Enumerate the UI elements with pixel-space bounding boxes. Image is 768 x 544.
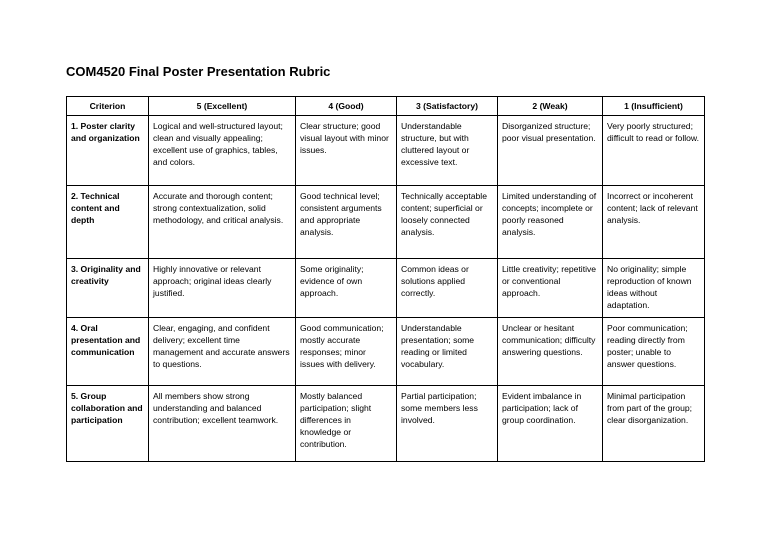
criterion-cell: 3. Originality and creativity xyxy=(67,259,149,318)
rubric-cell: Common ideas or solutions applied correctly. xyxy=(397,259,498,318)
rubric-cell: Unclear or hesitant communication; difficulty answering questions. xyxy=(498,318,603,386)
rubric-cell: Logical and well-structured layout; clean and visually appealing; excellent use of graphics, tables, and colors. xyxy=(149,116,296,186)
criterion-cell: 1. Poster clarity and organization xyxy=(67,116,149,186)
document-title: COM4520 Final Poster Presentation Rubric xyxy=(66,64,331,79)
rubric-cell: Good communication; mostly accurate responses; minor issues with delivery. xyxy=(296,318,397,386)
table-row xyxy=(67,116,705,186)
rubric-cell: Disorganized structure; poor visual presentation. xyxy=(498,116,603,186)
rubric-cell: Little creativity; repetitive or conventional approach. xyxy=(498,259,603,318)
header-insufficient: 1 (Insufficient) xyxy=(603,97,705,116)
rubric-cell: Partial participation; some members less involved. xyxy=(397,386,498,462)
criterion-cell: 2. Technical content and depth xyxy=(67,186,149,259)
criterion-cell: 4. Oral presentation and communication xyxy=(67,318,149,386)
rubric-cell: Clear structure; good visual layout with minor issues. xyxy=(296,116,397,186)
rubric-cell: Very poorly structured; difficult to read or follow. xyxy=(603,116,705,186)
table-row xyxy=(67,186,705,259)
rubric-cell: Limited understanding of concepts; incomplete or poorly reasoned analysis. xyxy=(498,186,603,259)
header-criterion: Criterion xyxy=(67,97,149,116)
header-weak: 2 (Weak) xyxy=(498,97,603,116)
rubric-table xyxy=(66,96,705,462)
rubric-cell: Technically acceptable content; superficial or loosely connected analysis. xyxy=(397,186,498,259)
rubric-cell: Evident imbalance in participation; lack of group coordination. xyxy=(498,386,603,462)
rubric-cell: All members show strong understanding and balanced contribution; excellent teamwork. xyxy=(149,386,296,462)
rubric-cell: Good technical level; consistent arguments and appropriate analysis. xyxy=(296,186,397,259)
rubric-cell: No originality; simple reproduction of known ideas without adaptation. xyxy=(603,259,705,318)
header-good: 4 (Good) xyxy=(296,97,397,116)
rubric-cell: Some originality; evidence of own approach. xyxy=(296,259,397,318)
rubric-cell: Highly innovative or relevant approach; original ideas clearly justified. xyxy=(149,259,296,318)
rubric-cell: Poor communication; reading directly from poster; unable to answer questions. xyxy=(603,318,705,386)
rubric-cell: Mostly balanced participation; slight differences in knowledge or contribution. xyxy=(296,386,397,462)
header-excellent: 5 (Excellent) xyxy=(149,97,296,116)
table-row xyxy=(67,386,705,462)
rubric-cell: Understandable presentation; some reading or limited vocabulary. xyxy=(397,318,498,386)
header-satisfactory: 3 (Satisfactory) xyxy=(397,97,498,116)
criterion-cell: 5. Group collaboration and participation xyxy=(67,386,149,462)
header-row xyxy=(67,97,705,116)
rubric-cell: Understandable structure, but with cluttered layout or excessive text. xyxy=(397,116,498,186)
rubric-cell: Minimal participation from part of the group; clear disorganization. xyxy=(603,386,705,462)
rubric-cell: Clear, engaging, and confident delivery; excellent time management and accurate answers to questions. xyxy=(149,318,296,386)
rubric-cell: Accurate and thorough content; strong contextualization, solid methodology, and critical analysis. xyxy=(149,186,296,259)
table-row xyxy=(67,318,705,386)
rubric-cell: Incorrect or incoherent content; lack of relevant analysis. xyxy=(603,186,705,259)
table-row xyxy=(67,259,705,318)
